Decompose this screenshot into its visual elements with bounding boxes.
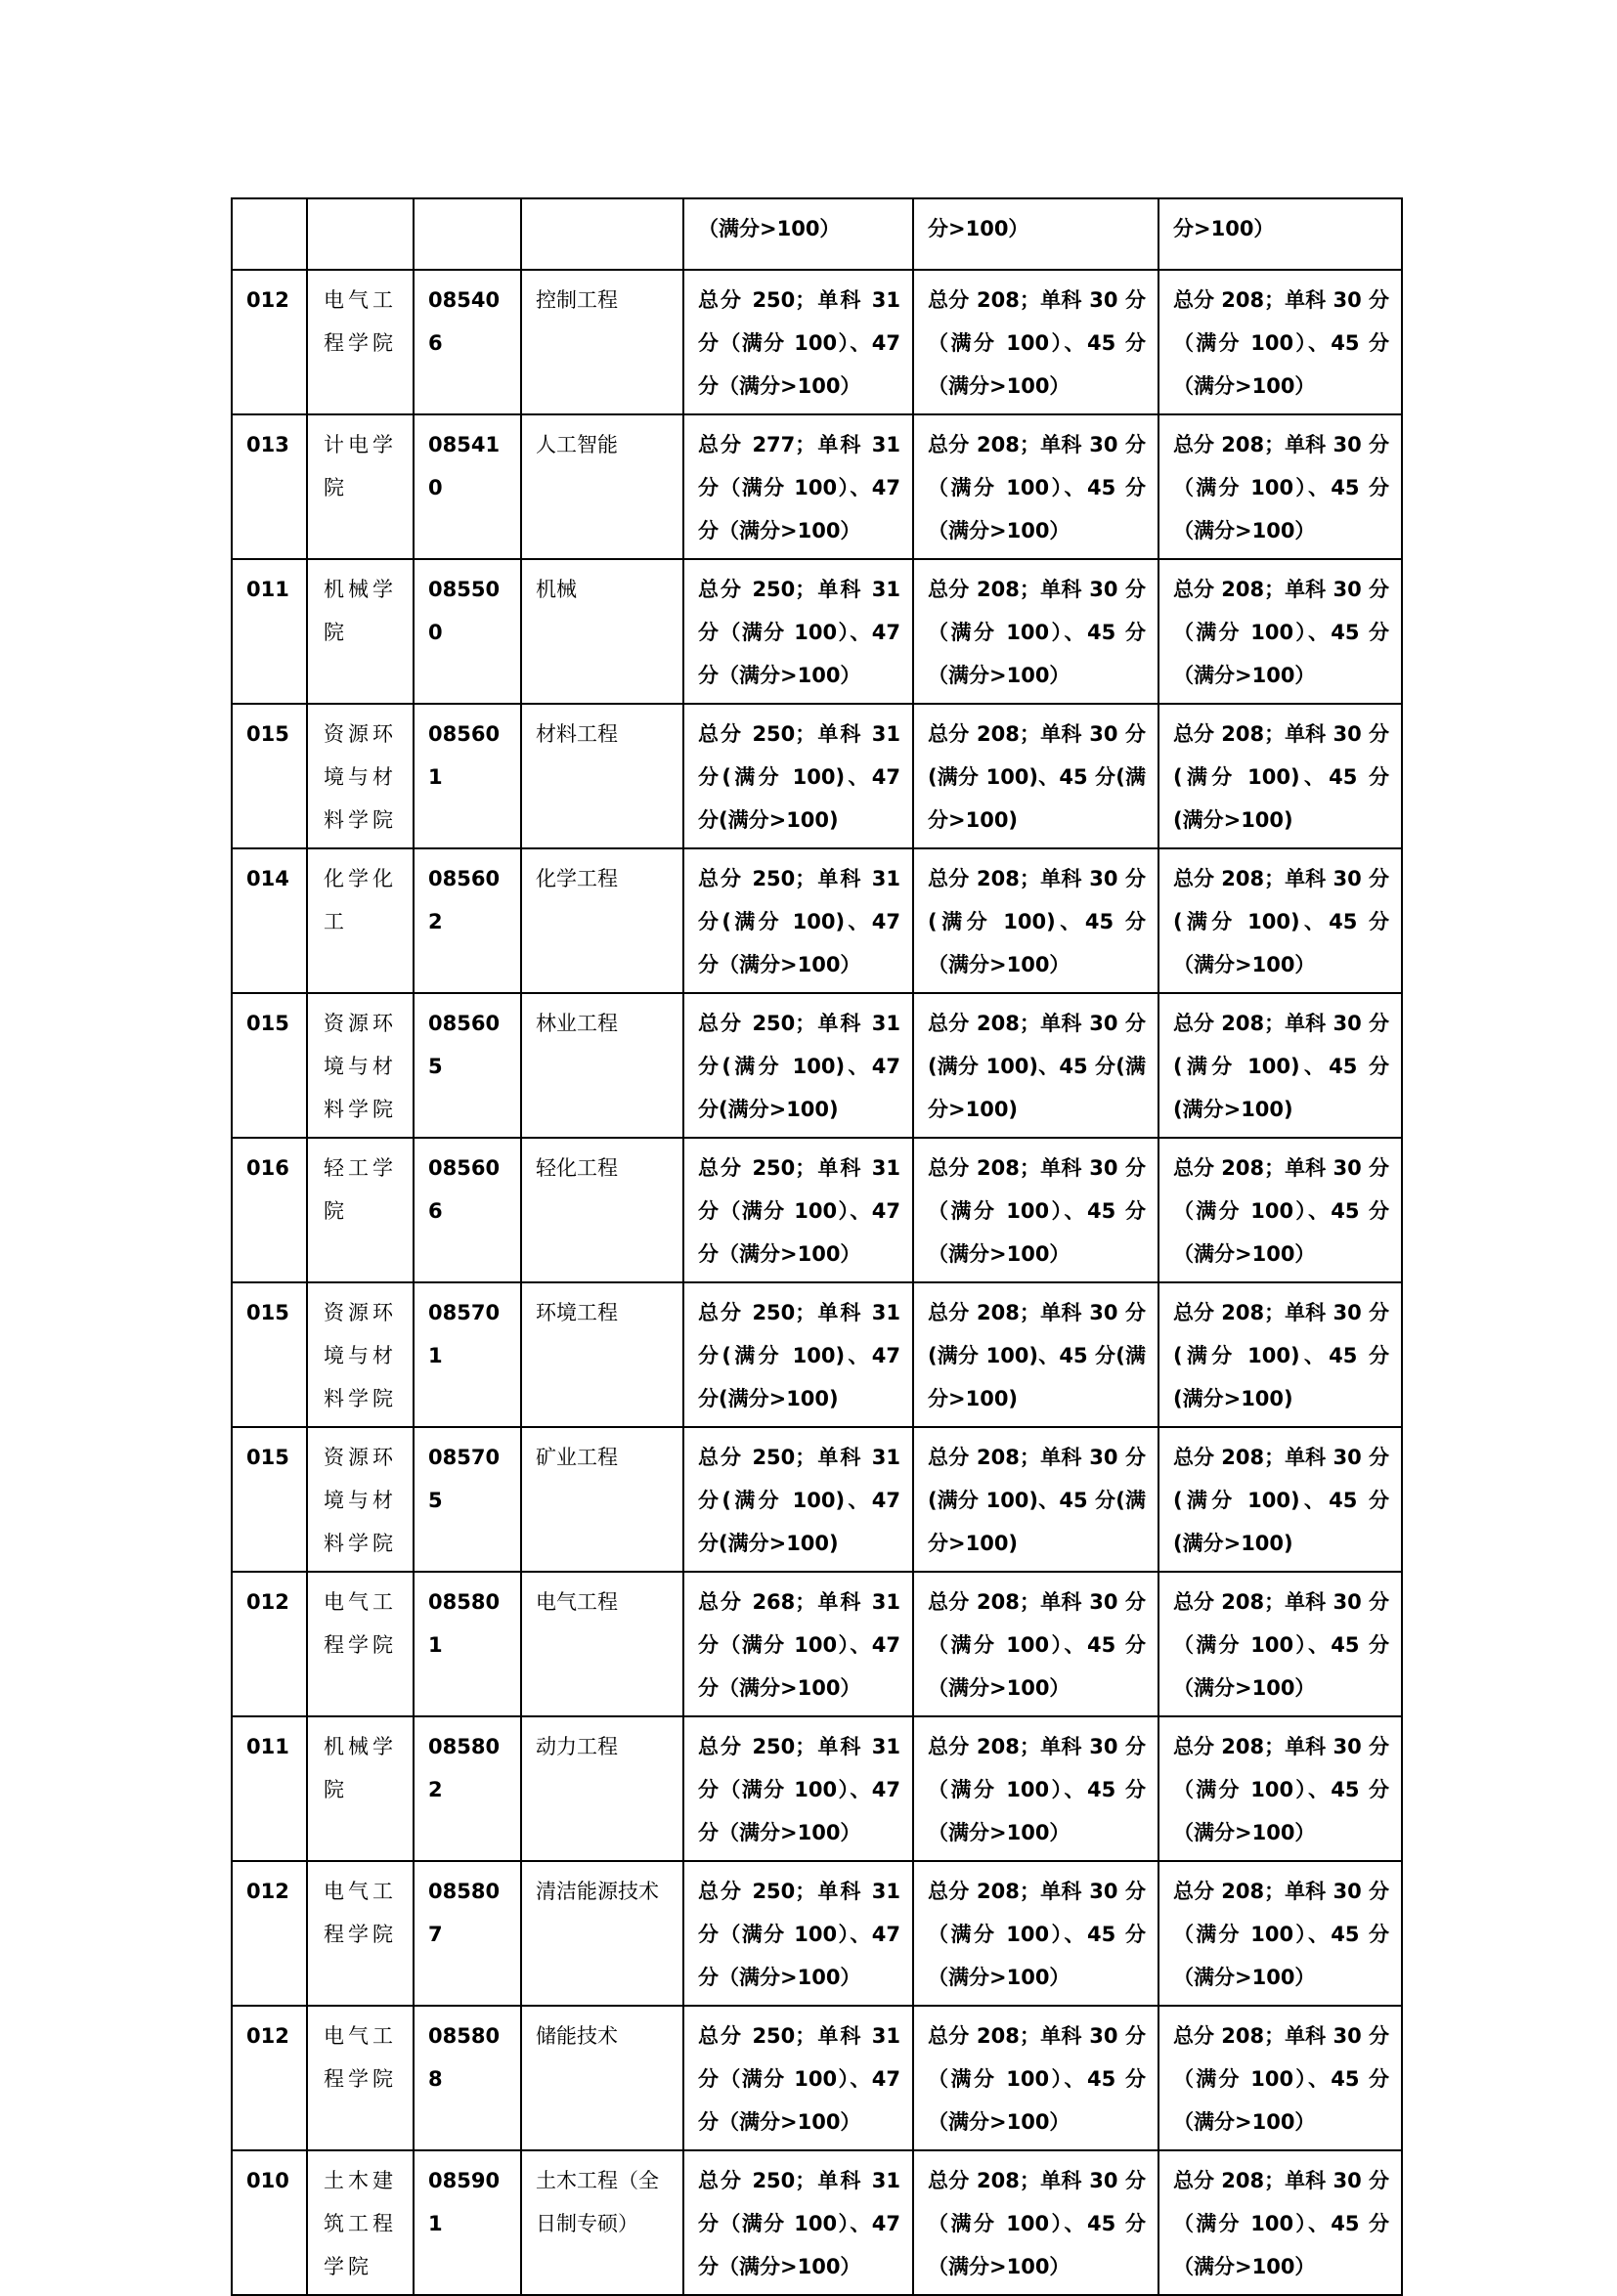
table-row: [232, 848, 1402, 993]
score-cell-a: 总分 250；单科 31 分(满分 100)、47 分(满分>100): [683, 704, 913, 848]
school-name-cell: 资源环境与材料学院: [307, 1427, 414, 1572]
score-cell-b: 总分 208；单科 30 分（满分 100）、45 分（满分>100）: [913, 2150, 1158, 2295]
school-code-cell: 012: [232, 1572, 307, 1716]
score-cell-b: 总分 208；单科 30 分(满分 100)、45 分(满分>100): [913, 704, 1158, 848]
score-cell-b: 总分 208；单科 30 分（满分 100）、45 分（满分>100）: [913, 270, 1158, 414]
score-cell-b: 总分 208；单科 30 分（满分 100）、45 分（满分>100）: [913, 559, 1158, 704]
school-name-cell: 电气工程学院: [307, 1572, 414, 1716]
table-row: [232, 1861, 1402, 2006]
major-code-cell: 085801: [414, 1572, 521, 1716]
major-code-cell: 085410: [414, 414, 521, 559]
school-code-cell: 016: [232, 1138, 307, 1282]
major-code-cell: 085701: [414, 1282, 521, 1427]
major-code-cell: 085500: [414, 559, 521, 704]
score-cell-b: 分>100）: [913, 198, 1158, 270]
score-cell-c: 总分 208；单科 30 分（满分 100）、45 分（满分>100）: [1158, 1716, 1402, 1861]
school-code-cell: 013: [232, 414, 307, 559]
score-cell-c: 总分 208；单科 30 分（满分 100）、45 分（满分>100）: [1158, 559, 1402, 704]
school-name-cell: 计电学院: [307, 414, 414, 559]
score-cell-c: 总分 208；单科 30 分（满分 100）、45 分（满分>100）: [1158, 414, 1402, 559]
major-name-cell: 动力工程: [521, 1716, 683, 1861]
table-row: [232, 704, 1402, 848]
score-cell-c: 总分 208；单科 30 分(满分 100)、45 分（满分>100）: [1158, 848, 1402, 993]
major-code-cell: 085808: [414, 2006, 521, 2150]
major-name-cell: 储能技术: [521, 2006, 683, 2150]
major-code-cell: 085802: [414, 1716, 521, 1861]
major-code-cell: 085807: [414, 1861, 521, 2006]
table-row: [232, 414, 1402, 559]
score-cell-a: 总分 268；单科 31 分（满分 100）、47 分（满分>100）: [683, 1572, 913, 1716]
major-name-cell: 机械: [521, 559, 683, 704]
school-name-cell: 机械学院: [307, 559, 414, 704]
table-row: [232, 2150, 1402, 2295]
school-name-cell: 轻工学院: [307, 1138, 414, 1282]
score-cell-a: 总分 250；单科 31 分（满分 100）、47 分（满分>100）: [683, 1716, 913, 1861]
school-name-cell: 资源环境与材料学院: [307, 1282, 414, 1427]
score-cell-a: 总分 250；单科 31 分(满分 100)、47 分(满分>100): [683, 1427, 913, 1572]
school-code-cell: 012: [232, 1861, 307, 2006]
school-code-cell: 015: [232, 1282, 307, 1427]
major-name-cell: 环境工程: [521, 1282, 683, 1427]
score-cell-b: 总分 208；单科 30 分(满分 100)、45 分（满分>100）: [913, 848, 1158, 993]
score-cell-c: 分>100）: [1158, 198, 1402, 270]
score-cell-b: 总分 208；单科 30 分（满分 100）、45 分（满分>100）: [913, 2006, 1158, 2150]
major-code-cell: [414, 198, 521, 270]
school-name-cell: 土木建筑工程学院: [307, 2150, 414, 2295]
school-name-cell: 资源环境与材料学院: [307, 993, 414, 1138]
score-cell-a: 总分 250；单科 31 分(满分 100)、47 分（满分>100）: [683, 848, 913, 993]
score-cell-b: 总分 208；单科 30 分（满分 100）、45 分（满分>100）: [913, 1138, 1158, 1282]
major-name-cell: 林业工程: [521, 993, 683, 1138]
school-code-cell: 012: [232, 2006, 307, 2150]
score-cell-b: 总分 208；单科 30 分（满分 100）、45 分（满分>100）: [913, 1861, 1158, 2006]
table-row: [232, 2006, 1402, 2150]
school-name-cell: 资源环境与材料学院: [307, 704, 414, 848]
table-row: [232, 1138, 1402, 1282]
score-cell-b: 总分 208；单科 30 分（满分 100）、45 分（满分>100）: [913, 1716, 1158, 1861]
school-code-cell: 011: [232, 559, 307, 704]
major-name-cell: 土木工程（全日制专硕）: [521, 2150, 683, 2295]
score-cell-c: 总分 208；单科 30 分(满分 100)、45 分(满分>100): [1158, 1427, 1402, 1572]
school-name-cell: [307, 198, 414, 270]
major-name-cell: 化学工程: [521, 848, 683, 993]
school-code-cell: 015: [232, 704, 307, 848]
table-row: [232, 1282, 1402, 1427]
major-name-cell: 轻化工程: [521, 1138, 683, 1282]
table-row: [232, 993, 1402, 1138]
score-cell-a: 总分 250；单科 31 分（满分 100）、47 分（满分>100）: [683, 2006, 913, 2150]
major-code-cell: 085705: [414, 1427, 521, 1572]
major-code-cell: 085406: [414, 270, 521, 414]
school-code-cell: 012: [232, 270, 307, 414]
school-code-cell: 015: [232, 1427, 307, 1572]
major-code-cell: 085606: [414, 1138, 521, 1282]
major-name-cell: 矿业工程: [521, 1427, 683, 1572]
score-cell-c: 总分 208；单科 30 分（满分 100）、45 分（满分>100）: [1158, 2150, 1402, 2295]
major-name-cell: 控制工程: [521, 270, 683, 414]
score-cell-b: 总分 208；单科 30 分(满分 100)、45 分(满分>100): [913, 1282, 1158, 1427]
score-cell-c: 总分 208；单科 30 分(满分 100)、45 分(满分>100): [1158, 993, 1402, 1138]
score-cell-a: 总分 250；单科 31 分（满分 100）、47 分（满分>100）: [683, 2150, 913, 2295]
table-row: [232, 270, 1402, 414]
score-cell-c: 总分 208；单科 30 分(满分 100)、45 分(满分>100): [1158, 1282, 1402, 1427]
score-cell-a: 总分 250；单科 31 分（满分 100）、47 分（满分>100）: [683, 1138, 913, 1282]
school-name-cell: 化学化工: [307, 848, 414, 993]
major-name-cell: [521, 198, 683, 270]
school-name-cell: 电气工程学院: [307, 270, 414, 414]
school-code-cell: 011: [232, 1716, 307, 1861]
school-name-cell: 电气工程学院: [307, 1861, 414, 2006]
table-body: [232, 198, 1402, 2295]
score-cell-c: 总分 208；单科 30 分（满分 100）、45 分（满分>100）: [1158, 1861, 1402, 2006]
school-code-cell: [232, 198, 307, 270]
major-name-cell: 人工智能: [521, 414, 683, 559]
major-code-cell: 085602: [414, 848, 521, 993]
score-cell-c: 总分 208；单科 30 分（满分 100）、45 分（满分>100）: [1158, 1138, 1402, 1282]
major-name-cell: 电气工程: [521, 1572, 683, 1716]
table-row: [232, 1716, 1402, 1861]
score-cell-b: 总分 208；单科 30 分(满分 100)、45 分(满分>100): [913, 1427, 1158, 1572]
score-line-table: [231, 197, 1403, 2296]
score-cell-a: 总分 250；单科 31 分(满分 100)、47 分(满分>100): [683, 1282, 913, 1427]
score-cell-a: （满分>100）: [683, 198, 913, 270]
score-cell-c: 总分 208；单科 30 分(满分 100)、45 分(满分>100): [1158, 704, 1402, 848]
score-cell-b: 总分 208；单科 30 分（满分 100）、45 分（满分>100）: [913, 1572, 1158, 1716]
score-cell-c: 总分 208；单科 30 分（满分 100）、45 分（满分>100）: [1158, 270, 1402, 414]
score-cell-a: 总分 250；单科 31 分（满分 100）、47 分（满分>100）: [683, 559, 913, 704]
table-row: [232, 1427, 1402, 1572]
table-row: [232, 559, 1402, 704]
score-cell-a: 总分 250；单科 31 分（满分 100）、47 分（满分>100）: [683, 270, 913, 414]
school-code-cell: 010: [232, 2150, 307, 2295]
school-code-cell: 015: [232, 993, 307, 1138]
score-cell-c: 总分 208；单科 30 分（满分 100）、45 分（满分>100）: [1158, 2006, 1402, 2150]
score-cell-a: 总分 250；单科 31 分(满分 100)、47 分(满分>100): [683, 993, 913, 1138]
major-code-cell: 085901: [414, 2150, 521, 2295]
school-name-cell: 电气工程学院: [307, 2006, 414, 2150]
major-code-cell: 085605: [414, 993, 521, 1138]
score-cell-a: 总分 277；单科 31 分（满分 100）、47 分（满分>100）: [683, 414, 913, 559]
table-row: [232, 1572, 1402, 1716]
major-code-cell: 085601: [414, 704, 521, 848]
score-cell-a: 总分 250；单科 31 分（满分 100）、47 分（满分>100）: [683, 1861, 913, 2006]
school-name-cell: 机械学院: [307, 1716, 414, 1861]
school-code-cell: 014: [232, 848, 307, 993]
score-cell-b: 总分 208；单科 30 分(满分 100)、45 分(满分>100): [913, 993, 1158, 1138]
major-name-cell: 材料工程: [521, 704, 683, 848]
score-cell-c: 总分 208；单科 30 分（满分 100）、45 分（满分>100）: [1158, 1572, 1402, 1716]
table-row-continued: [232, 198, 1402, 270]
score-cell-b: 总分 208；单科 30 分（满分 100）、45 分（满分>100）: [913, 414, 1158, 559]
major-name-cell: 清洁能源技术: [521, 1861, 683, 2006]
